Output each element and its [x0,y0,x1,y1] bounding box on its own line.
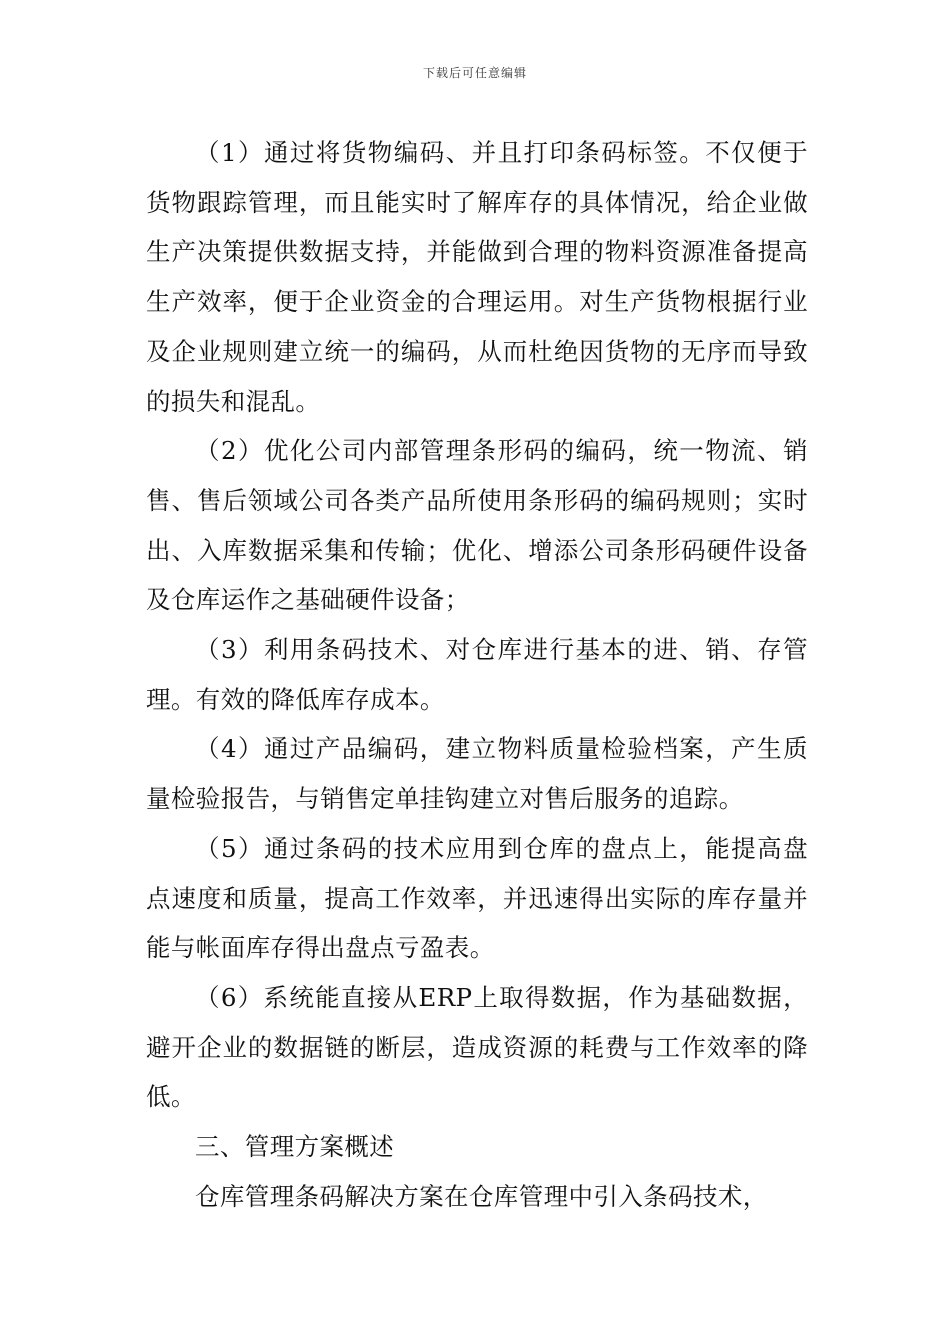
paragraph-6: （6）系统能直接从ERP上取得数据，作为基础数据，避开企业的数据链的断层，造成资源的耗费与工作效率的降低。 [146,982,808,1112]
paragraph-2: （2）优化公司内部管理条形码的编码，统一物流、销售、售后领域公司各类产品所使用条形码的编码规则；实时出、入库数据采集和传输；优化、增添公司条形码硬件设备及仓库运作之基础硬件设备； [146,436,808,615]
paragraph-7: 仓库管理条码解决方案在仓库管理中引入条码技术， [195,1181,768,1211]
paragraph-3: （3）利用条码技术、对仓库进行基本的进、销、存管理。有效的降低库存成本。 [146,635,808,714]
page-header: 下载后可任意编辑 [422,66,527,80]
section-heading: 三、管理方案概述 [195,1132,395,1162]
document-body [146,128,808,1221]
paragraph-1: （1）通过将货物编码、并且打印条码标签。不仅便于货物跟踪管理，而且能实时了解库存的具体情况，给企业做生产决策提供数据支持，并能做到合理的物料资源准备提高生产效率，便于企业资金的合理运用。对生产货物根据行业及企业规则建立统一的编码，从而杜绝因货物的无序而导致的损失和混乱。 [146,138,808,416]
paragraph-5: （5）通过条码的技术应用到仓库的盘点上，能提高盘点速度和质量，提高工作效率，并迅速得出实际的库存量并能与帐面库存得出盘点亏盈表。 [146,833,808,963]
paragraph-4: （4）通过产品编码，建立物料质量检验档案，产生质量检验报告，与销售定单挂钩建立对售后服务的追踪。 [146,734,808,814]
